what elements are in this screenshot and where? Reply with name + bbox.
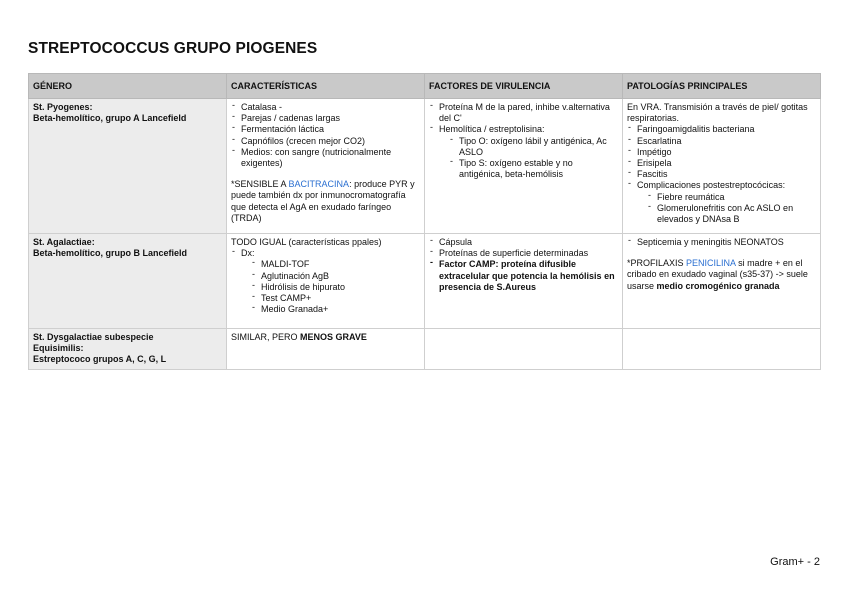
bacitracina-note <box>231 179 420 224</box>
page-title: STREPTOCOCCUS GRUPO PIOGENES <box>28 40 318 57</box>
pathology-cell <box>623 234 821 329</box>
genus-name: St. Agalactiae: <box>33 237 95 247</box>
genus-description: Estreptococo grupos A, C, G, L <box>33 354 167 365</box>
header-factores-virulencia: FACTORES DE VIRULENCIA <box>425 74 623 99</box>
list-item: - Capnófilos (crecen mejor CO2) <box>231 136 420 147</box>
list-item <box>429 124 618 180</box>
list-item: - Impétigo <box>627 147 816 158</box>
list-item-text: Dx: <box>241 248 255 259</box>
list-item: - Proteína M de la pared, inhibe v.alternativa del C' <box>429 102 618 124</box>
streptococcus-table <box>28 73 821 370</box>
note-text: *SENSIBLE A <box>231 179 289 190</box>
virulence-cell <box>425 99 623 234</box>
sub-list-item: - Test CAMP+ <box>251 293 420 304</box>
list-item <box>627 180 816 225</box>
list-item: - Cápsula <box>429 237 618 248</box>
list-item: - Proteínas de superficie determinadas <box>429 248 618 259</box>
table-row <box>29 234 821 329</box>
header-patologias: PATOLOGÍAS PRINCIPALES <box>623 74 821 99</box>
table-header-row <box>29 74 821 99</box>
genus-cell <box>29 234 227 329</box>
genus-name: St. Dysgalactiae subespecie <box>33 332 154 342</box>
virulence-cell <box>425 329 623 370</box>
sub-list-item: - Glomerulonefritis con Ac ASLO en elevados y DNAsa B <box>647 203 816 225</box>
note-text: *PROFILAXIS <box>627 258 687 269</box>
highlight-text: PENICILINA <box>686 258 736 269</box>
page-footer: Gram+ - 2 <box>770 556 820 568</box>
list-item: - Erisipela <box>627 158 816 169</box>
genus-cell <box>29 99 227 234</box>
header-genero: GÉNERO <box>29 74 227 99</box>
pathology-cell <box>623 329 821 370</box>
note-text: : produce PYR y puede también dx por inmunocromatografía que detecta el AgA en exudado faríngeo (TRDA) <box>231 179 415 223</box>
sub-list-item: - Medio Granada+ <box>251 304 420 315</box>
sub-list-item: - Aglutinación AgB <box>251 271 420 282</box>
highlight-text: BACITRACINA <box>288 179 350 190</box>
characteristics-cell <box>227 99 425 234</box>
list-item-text: Hemolítica / estreptolisina: <box>439 124 545 135</box>
pathology-cell <box>623 99 821 234</box>
bold-text: medio cromogénico granada <box>656 280 780 291</box>
genus-name: St. Pyogenes: <box>33 102 93 112</box>
table-row <box>29 329 821 370</box>
virulence-cell <box>425 234 623 329</box>
genus-subspecies: Equisimilis: <box>33 343 84 354</box>
bold-text: MENOS GRAVE <box>300 332 367 342</box>
sub-list-item: - Tipo S: oxígeno estable y no antigénica, beta-hemólisis <box>449 158 618 180</box>
characteristics-intro: TODO IGUAL (características ppales) <box>231 237 382 247</box>
list-item: - Fermentación láctica <box>231 124 420 135</box>
sub-list-item: - Fiebre reumática <box>647 192 816 203</box>
characteristics-cell <box>227 329 425 370</box>
list-item: - Escarlatina <box>627 136 816 147</box>
list-item: - Fascitis <box>627 169 816 180</box>
list-item-text: Complicaciones postestreptocócicas: <box>637 180 786 191</box>
header-caracteristicas: CARACTERÍSTICAS <box>227 74 425 99</box>
note-text: si madre + en el cribado en exudado vaginal (s35-37) -> suele usarse <box>627 258 808 291</box>
list-item: - Factor CAMP: proteína difusible extracelular que potencia la hemólisis en presencia de S.Aureus <box>429 259 618 293</box>
note-text: SIMILAR, PERO <box>231 332 301 342</box>
pathology-intro: En VRA. Transmisión a través de piel/ gotitas respiratorias. <box>627 102 808 124</box>
characteristics-cell <box>227 234 425 329</box>
list-item: - Medios: con sangre (nutricionalmente exigentes) <box>231 147 420 169</box>
list-item: - Parejas / cadenas largas <box>231 113 420 124</box>
genus-description: Beta-hemolítico, grupo A Lancefield <box>33 113 187 124</box>
list-item: - Faringoamigdalitis bacteriana <box>627 124 816 135</box>
genus-cell <box>29 329 227 370</box>
sub-list-item: - Hidrólisis de hipurato <box>251 282 420 293</box>
table-row <box>29 99 821 234</box>
penicilina-note <box>627 258 816 292</box>
sub-list-item: - Tipo O: oxígeno lábil y antigénica, Ac ASLO <box>449 136 618 158</box>
list-item: - Septicemia y meningitis NEONATOS <box>627 237 816 248</box>
list-item: - Catalasa - <box>231 102 420 113</box>
genus-description: Beta-hemolítico, grupo B Lancefield <box>33 248 188 259</box>
sub-list-item: - MALDI-TOF <box>251 259 420 270</box>
list-item <box>231 248 420 315</box>
